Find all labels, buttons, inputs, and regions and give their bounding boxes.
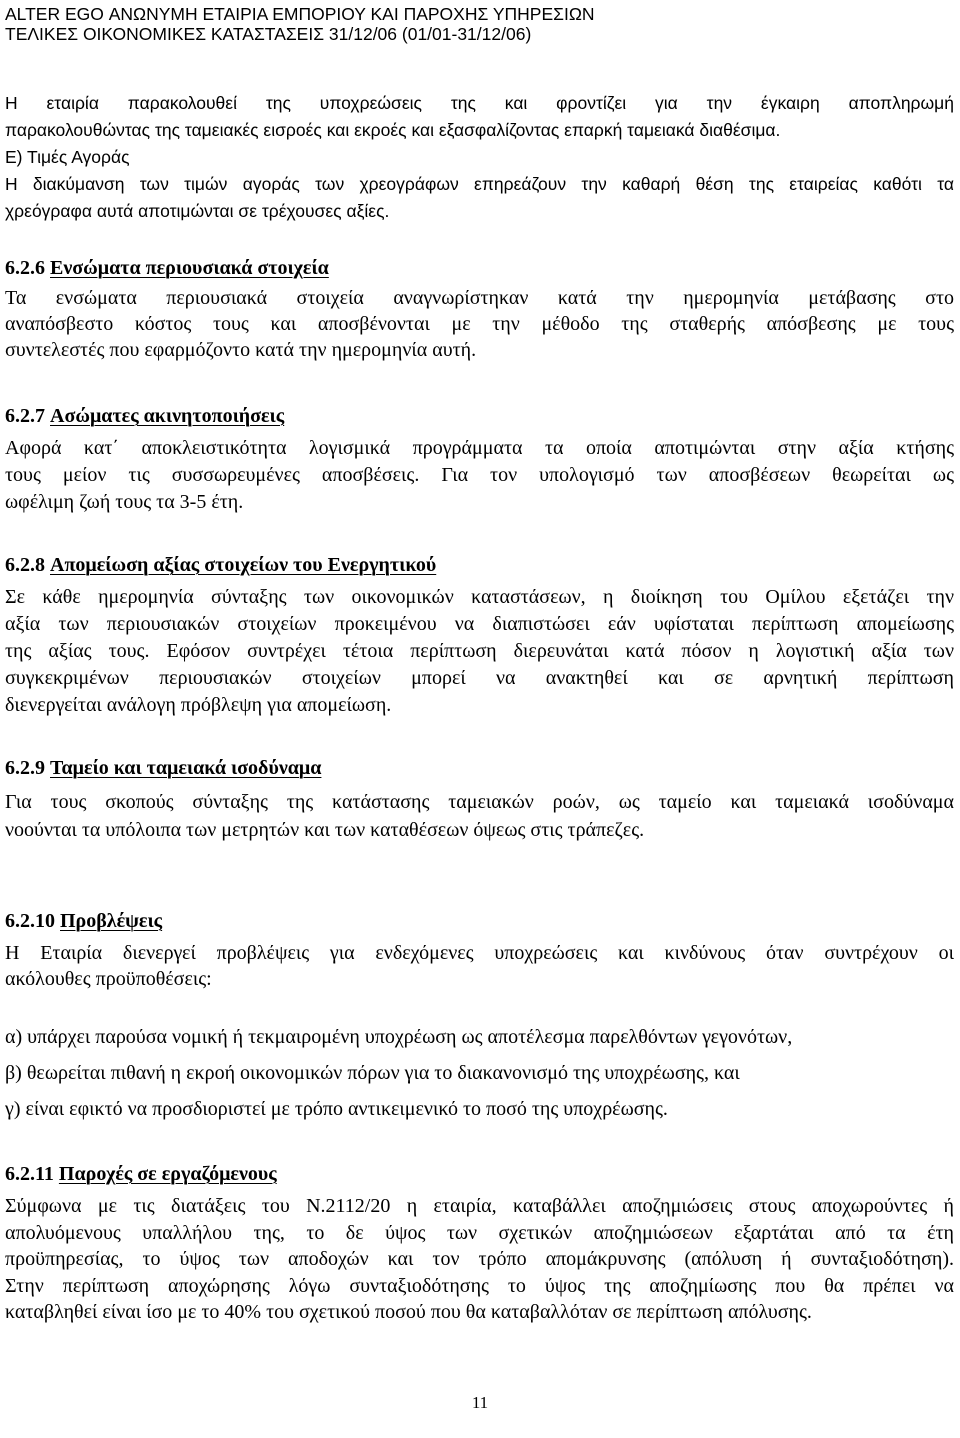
market-heading: Ε) Τιμές Αγοράς [5,147,130,167]
section-number: 6.2.10 [5,910,55,932]
text-line: απολυόμενους υπαλλήλου της, το δε ύψος των σχετικών αποζημιώσεων εξαρτάται από τα έτη [5,1221,954,1244]
provision-condition-c [5,1097,954,1121]
text-line: Η εταιρία παρακολουθεί της υποχρεώσεις της και φροντίζει για την έγκαιρη αποπληρωμή [5,93,954,113]
provision-condition-b [5,1061,954,1085]
section-body-6-2-10 [5,940,954,992]
section-heading-6-2-7 [5,404,284,428]
text-line: αναπόσβεστο κόστος τους και αποσβένονται με την μέθοδο της σταθερής απόσβεσης με τους [5,313,954,335]
list-item: α) υπάρχει παρούσα νομική ή τεκμαιρομένη υποχρέωση ως αποτέλεσμα παρελθόντων γεγονότων, [5,1026,793,1048]
text-line: Αφορά κατ΄ αποκλειστικότητα λογισμικά προγράμματα τα οποία αποτιμώνται στην αξία κτήσης [5,437,954,459]
text-line: Τα ενσώματα περιουσιακά στοιχεία αναγνωρίστηκαν κατά την ημερομηνία μετάβασης στο [5,287,954,309]
section-number: 6.2.7 [5,405,45,427]
text-line: Για τους σκοπούς σύνταξης της κατάστασης ταμειακών ροών, ως ταμείο και ταμειακά ισοδύναμα [5,791,954,813]
section-heading-6-2-9 [5,756,321,780]
text-line: προϋπηρεσίας, το ύψος των αποδοχών και τον τρόπο απομάκρυνσης (απόλυση ή συνταξιοδότηση). [5,1248,954,1270]
section-heading-6-2-10 [5,909,162,933]
header-statements: ΤΕΛΙΚΕΣ ΟΙΚΟΝΟΜΙΚΕΣ ΚΑΤΑΣΤΑΣΕΙΣ 31/12/06 (01/01-31/12/06) [5,24,532,44]
text-line: Στην περίπτωση αποχώρησης λόγω συνταξιοδότησης το ύψος της αποζημίωσης που θα πρέπει να [5,1274,954,1297]
page-number: 11 [471,1393,489,1412]
section-body-6-2-6 [5,285,954,363]
section-title: Ασώματες ακινητοποιήσεις [50,405,285,427]
text-line: παρακολουθώντας της ταμειακές εισροές και εκροές και εξασφαλίζοντας επαρκή ταμειακά διαθέσιμα. [5,120,781,140]
section-title: Ενσώματα περιουσιακά στοιχεία [50,257,329,279]
text-line: αξία των περιουσιακών στοιχείων προκειμένου να διαπιστώσει εάν υφίσταται περίπτωση απομείωσης [5,613,954,635]
header-company: ALTER EGO ΑΝΩΝΥΜΗ ΕΤΑΙΡΙΑ ΕΜΠΟΡΙΟΥ ΚΑΙ ΠΑΡΟΧΗΣ ΥΠΗΡΕΣΙΩΝ [5,4,595,24]
list-item: β) θεωρείται πιθανή η εκροή οικονομικών πόρων για το διακανονισμό της υποχρέωσης, και [5,1062,740,1084]
market-prices-section [5,144,954,225]
text-line: χρεόγραφα αυτά αποτιμώνται σε τρέχουσες αξίες. [5,201,390,221]
text-line: Σύμφωνα με τις διατάξεις του Ν.2112/20 η εταιρία, καταβάλλει αποζημιώσεις στους αποχωρούντες ή [5,1195,954,1217]
text-line: Η Εταιρία διενεργεί προβλέψεις για ενδεχόμενες υποχρεώσεις και κινδύνους όταν συντρέχουν οι [5,942,954,964]
text-line: της αξίας τους. Εφόσον συντρέχει τέτοια περίπτωση διερευνάται κατά πόσον η λογιστική αξία των [5,640,954,662]
section-body-6-2-8 [5,584,954,719]
text-line: τους μείον τις συσσωρευμένες αποσβέσεις. Για τον υπολογισμό των αποσβέσεων θεωρείται ως [5,464,954,486]
text-line: συντελεστές που εφαρμόζοντο κατά την ημερομηνία αυτή. [5,339,477,361]
text-line: Σε κάθε ημερομηνία σύνταξης των οικονομικών καταστάσεων, η διοίκηση του Ομίλου εξετάζει την [5,586,954,608]
text-line: νοούνται τα υπόλοιπα των μετρητών και των καταθέσεων όψεως στις τράπεζες. [5,819,645,841]
section-heading-6-2-6 [5,256,329,280]
list-item: γ) είναι εφικτό να προσδιοριστεί με τρόπο αντικειμενικό το ποσό της υποχρέωσης. [5,1098,668,1120]
section-body-6-2-11 [5,1193,954,1326]
section-title: Απομείωση αξίας στοιχείων του Ενεργητικού [50,554,437,576]
section-heading-6-2-8 [5,553,436,577]
section-heading-6-2-11 [5,1162,277,1186]
section-number: 6.2.6 [5,257,45,279]
text-line: καταβληθεί είναι ίσο με το 40% του σχετικού ποσού που θα καταβαλλόταν σε περίπτωση απόλυσης. [5,1301,812,1323]
section-number: 6.2.9 [5,757,45,779]
text-line: συγκεκριμένων περιουσιακών στοιχείων μπορεί να ανακτηθεί και σε αρνητική περίπτωση [5,667,954,689]
provision-condition-a [5,1025,954,1049]
section-number: 6.2.11 [5,1163,54,1185]
section-title: Παροχές σε εργαζόμενους [58,1163,277,1185]
section-title: Προβλέψεις [60,910,163,932]
intro-paragraph [5,90,954,144]
text-line: ωφέλιμη ζωή τους τα 3-5 έτη. [5,491,244,513]
text-line: ακόλουθες προϋποθέσεις: [5,968,212,990]
section-title: Ταμείο και ταμειακά ισοδύναμα [50,757,322,779]
section-body-6-2-7 [5,435,954,516]
text-line: διενεργείται ανάλογη πρόβλεψη για απομείωση. [5,694,392,716]
document-header [5,4,595,44]
text-line: Η διακύμανση των τιμών αγοράς των χρεογράφων επηρεάζουν την καθαρή θέση της εταιρείας καθότι τα [5,174,954,194]
section-number: 6.2.8 [5,554,45,576]
section-body-6-2-9 [5,788,954,844]
